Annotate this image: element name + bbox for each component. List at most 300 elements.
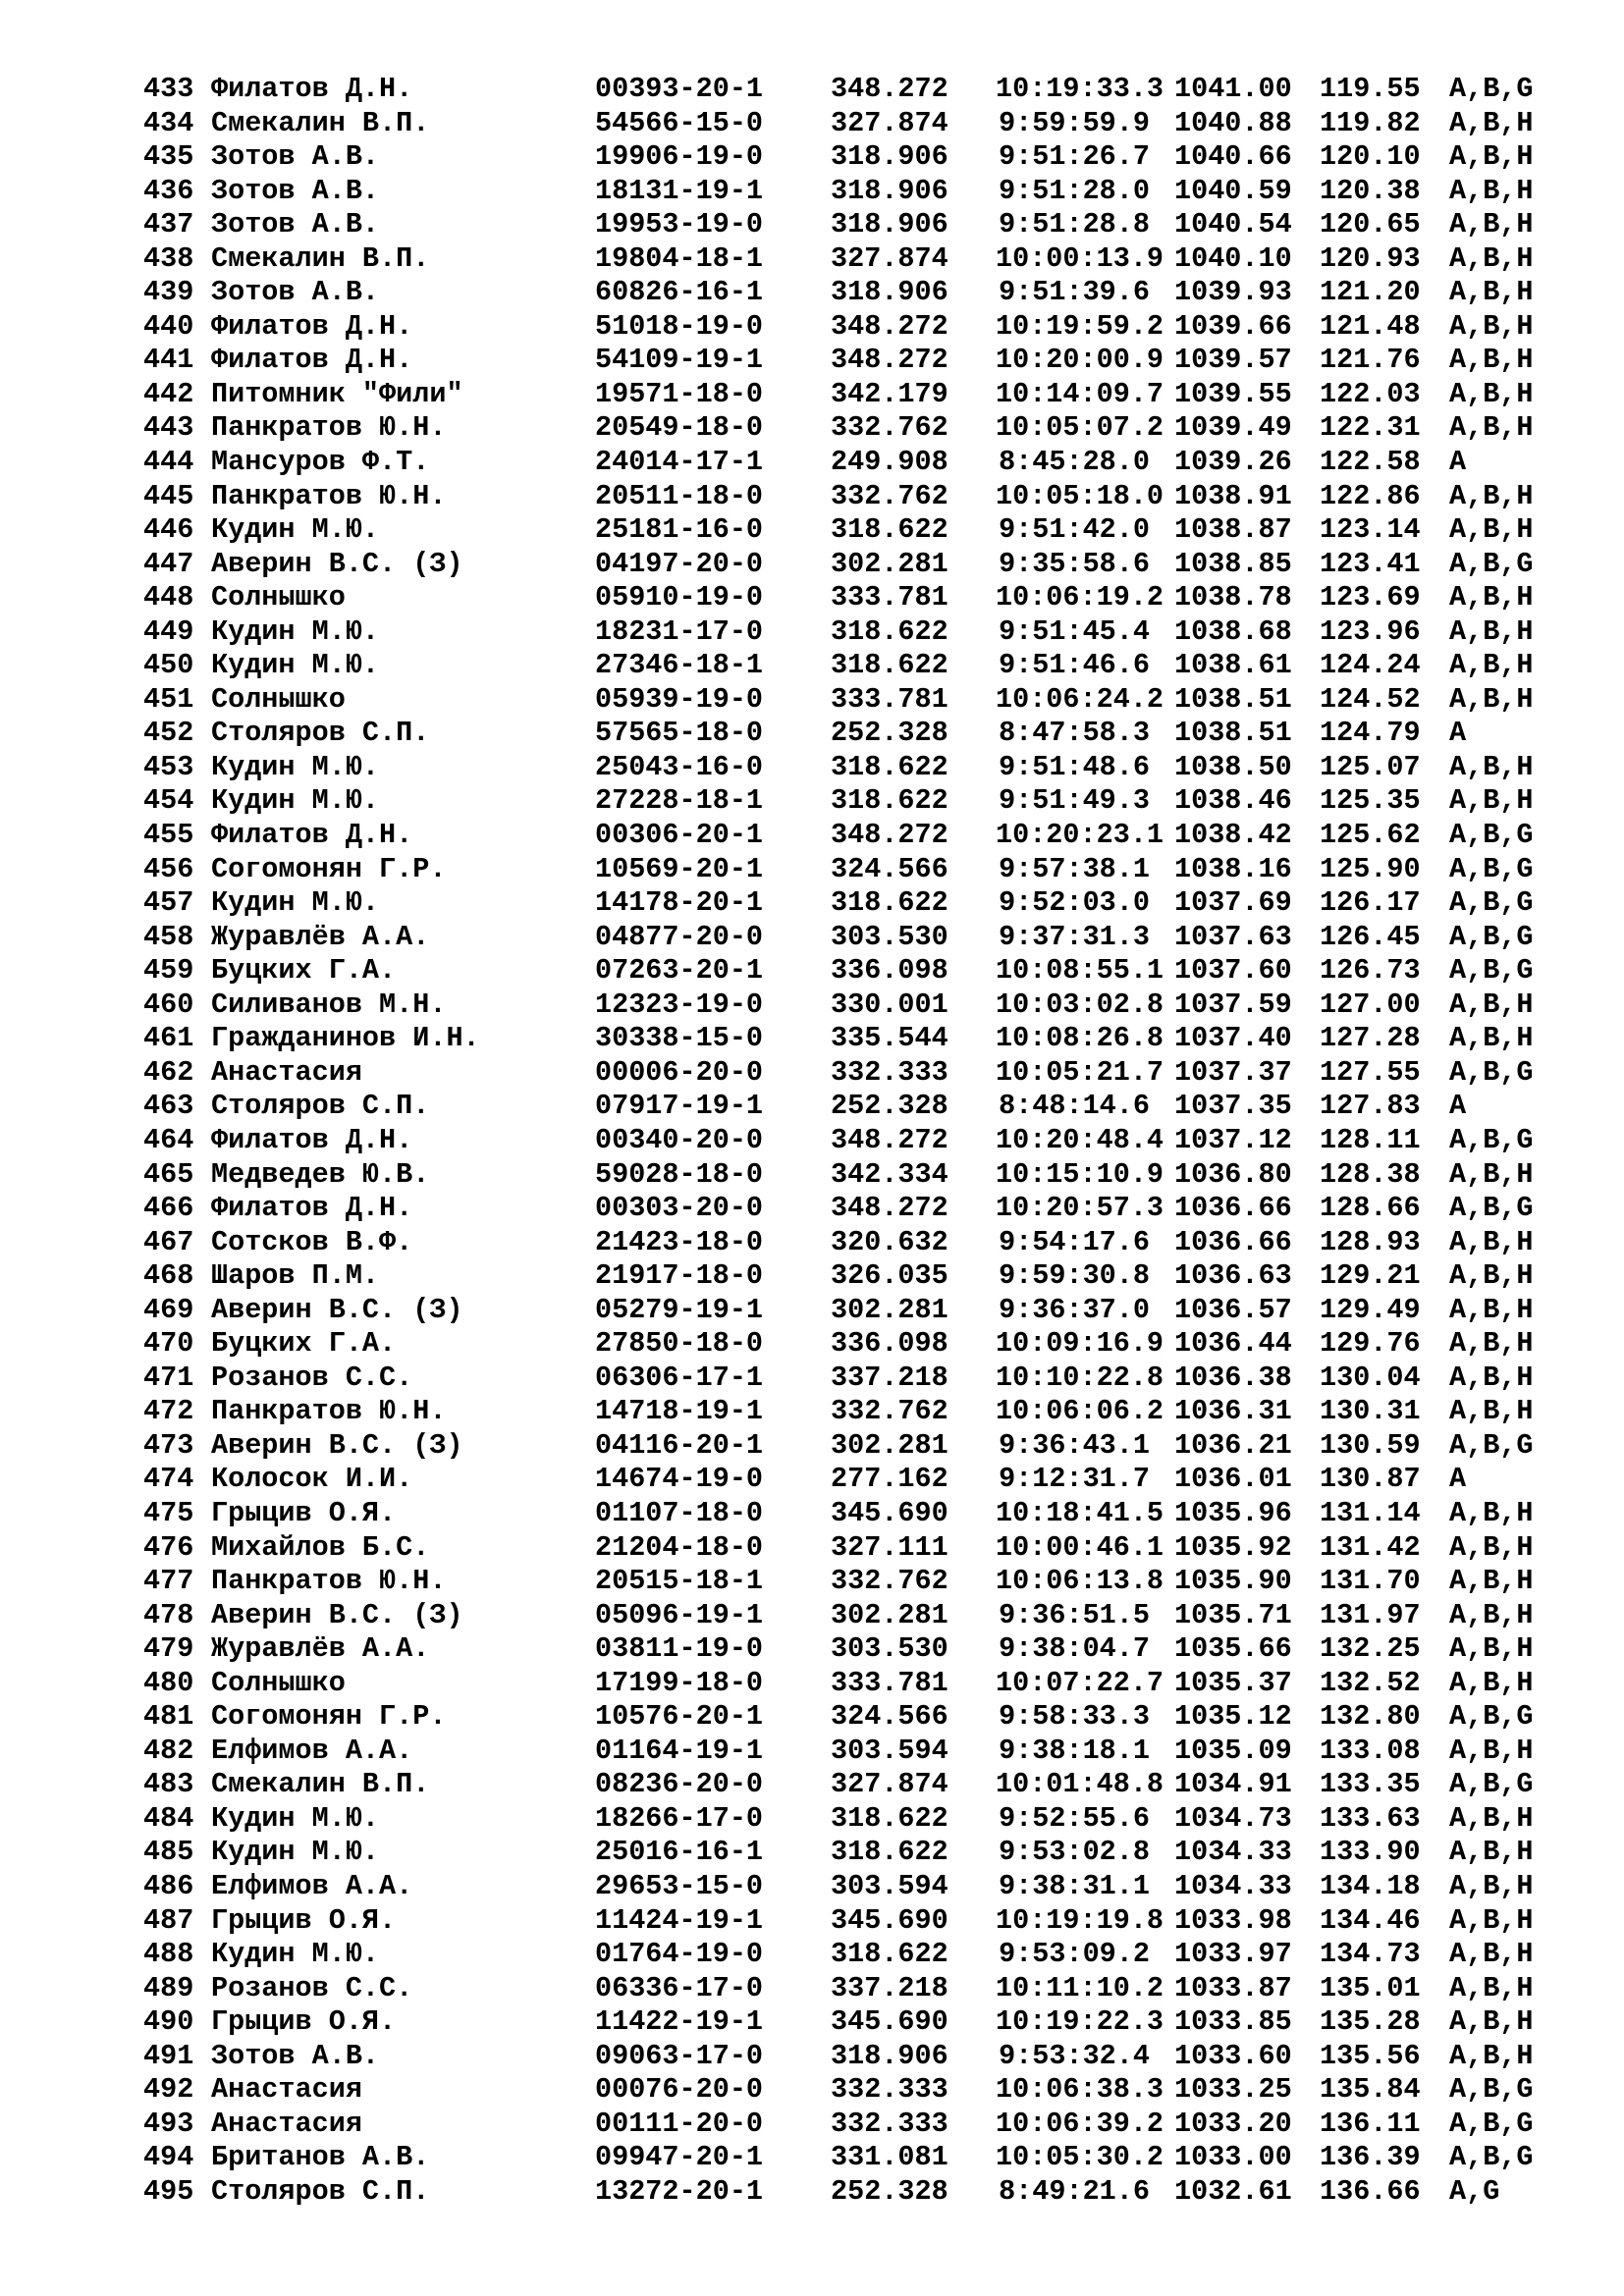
table-row (143, 1395, 1577, 1429)
points: 130.04 (1320, 1361, 1421, 1394)
speed: 1037.35 (1174, 1090, 1292, 1123)
arrival-time: 10:18:41.5 (996, 1496, 1164, 1529)
ring-number: 27346-18-1 (595, 649, 764, 682)
place-number: 447 (143, 547, 194, 580)
ring-number: 20515-18-1 (595, 1565, 764, 1598)
classes: A,G (1449, 2174, 1500, 2208)
place-number: 494 (143, 2141, 194, 2174)
fancier-name: Мансуров Ф.Т. (211, 446, 430, 479)
classes: A,B,H (1449, 614, 1534, 648)
points: 135.56 (1320, 2039, 1421, 2072)
speed: 1038.78 (1174, 581, 1292, 614)
points: 124.52 (1320, 682, 1421, 716)
arrival-time: 10:05:18.0 (996, 479, 1164, 512)
fancier-name: Панкратов Ю.Н. (211, 1395, 447, 1428)
place-number: 443 (143, 411, 194, 445)
arrival-time: 9:51:46.6 (999, 649, 1150, 682)
distance: 348.272 (831, 309, 948, 343)
fancier-name: Зотов А.В. (211, 174, 380, 207)
speed: 1040.66 (1174, 140, 1292, 174)
fancier-name: Аверин В.С. (З) (211, 1598, 463, 1631)
table-row (143, 1158, 1577, 1193)
fancier-name: Согомонян Г.Р. (211, 852, 447, 885)
points: 124.24 (1320, 649, 1421, 682)
place-number: 437 (143, 208, 194, 241)
place-number: 493 (143, 2107, 194, 2140)
points: 133.08 (1320, 1734, 1421, 1767)
table-row (143, 2141, 1577, 2175)
fancier-name: Анастасия (211, 2107, 362, 2140)
arrival-time: 10:11:10.2 (996, 1971, 1164, 2004)
points: 136.66 (1320, 2174, 1421, 2208)
points: 131.14 (1320, 1496, 1421, 1529)
distance: 332.762 (831, 1565, 948, 1598)
place-number: 466 (143, 1192, 194, 1225)
points: 128.11 (1320, 1123, 1421, 1156)
speed: 1033.20 (1174, 2107, 1292, 2140)
place-number: 495 (143, 2174, 194, 2208)
classes: A,B,H (1449, 1632, 1534, 1666)
place-number: 436 (143, 174, 194, 207)
classes: A,B,H (1449, 1971, 1534, 2004)
arrival-time: 10:06:39.2 (996, 2107, 1164, 2140)
points: 123.69 (1320, 581, 1421, 614)
table-row (143, 988, 1577, 1023)
speed: 1033.85 (1174, 2005, 1292, 2039)
points: 120.38 (1320, 174, 1421, 207)
distance: 333.781 (831, 682, 948, 716)
fancier-name: Кудин М.Ю. (211, 886, 380, 920)
table-row (143, 1768, 1577, 1802)
ring-number: 00393-20-1 (595, 73, 764, 105)
fancier-name: Буцких Г.А. (211, 1327, 397, 1361)
classes: A,B,G (1449, 1768, 1534, 1801)
speed: 1033.60 (1174, 2039, 1292, 2072)
arrival-time: 10:01:48.8 (996, 1768, 1164, 1801)
speed: 1037.37 (1174, 1055, 1292, 1089)
fancier-name: Журавлёв А.А. (211, 920, 430, 953)
table-row (143, 276, 1577, 310)
distance: 333.781 (831, 1666, 948, 1699)
place-number: 439 (143, 276, 194, 309)
arrival-time: 9:53:32.4 (999, 2039, 1150, 2072)
place-number: 490 (143, 2005, 194, 2039)
distance: 348.272 (831, 1192, 948, 1225)
distance: 302.281 (831, 1428, 948, 1462)
fancier-name: Кудин М.Ю. (211, 1938, 380, 1971)
distance: 318.622 (831, 649, 948, 682)
table-row (143, 1802, 1577, 1837)
classes: A,B,H (1449, 479, 1534, 512)
ring-number: 06306-17-1 (595, 1361, 764, 1394)
place-number: 492 (143, 2073, 194, 2107)
arrival-time: 9:59:30.8 (999, 1259, 1150, 1293)
classes: A,B,H (1449, 241, 1534, 275)
place-number: 435 (143, 140, 194, 174)
points: 135.28 (1320, 2005, 1421, 2039)
distance: 318.622 (831, 750, 948, 783)
fancier-name: Согомонян Г.Р. (211, 1700, 447, 1734)
points: 121.48 (1320, 309, 1421, 343)
ring-number: 00076-20-0 (595, 2073, 764, 2107)
arrival-time: 10:00:13.9 (996, 241, 1164, 275)
speed: 1037.69 (1174, 886, 1292, 920)
ring-number: 24014-17-1 (595, 446, 764, 479)
fancier-name: Колосок И.И. (211, 1463, 413, 1496)
speed: 1035.71 (1174, 1598, 1292, 1631)
table-row (143, 1090, 1577, 1124)
arrival-time: 9:51:39.6 (999, 276, 1150, 309)
speed: 1038.50 (1174, 750, 1292, 783)
distance: 252.328 (831, 2174, 948, 2208)
fancier-name: Кудин М.Ю. (211, 513, 380, 547)
table-row (143, 2073, 1577, 2108)
table-row (143, 853, 1577, 887)
points: 122.58 (1320, 446, 1421, 479)
ring-number: 27228-18-1 (595, 784, 764, 818)
ring-number: 25016-16-1 (595, 1836, 764, 1869)
speed: 1039.55 (1174, 377, 1292, 410)
ring-number: 11422-19-1 (595, 2005, 764, 2039)
classes: A,B,H (1449, 988, 1534, 1021)
points: 125.62 (1320, 819, 1421, 852)
arrival-time: 9:57:38.1 (999, 852, 1150, 885)
place-number: 445 (143, 479, 194, 512)
table-row (143, 1904, 1577, 1939)
points: 123.41 (1320, 547, 1421, 580)
speed: 1036.66 (1174, 1225, 1292, 1258)
arrival-time: 10:06:38.3 (996, 2073, 1164, 2107)
arrival-time: 10:05:07.2 (996, 411, 1164, 445)
points: 122.86 (1320, 479, 1421, 512)
table-row (143, 175, 1577, 209)
table-row (143, 1632, 1577, 1667)
place-number: 452 (143, 717, 194, 750)
distance: 302.281 (831, 547, 948, 580)
points: 121.20 (1320, 276, 1421, 309)
classes: A,B,H (1449, 1836, 1534, 1869)
table-row (143, 1362, 1577, 1396)
arrival-time: 10:05:30.2 (996, 2141, 1164, 2174)
arrival-time: 9:38:31.1 (999, 1869, 1150, 1902)
place-number: 482 (143, 1734, 194, 1767)
ring-number: 04116-20-1 (595, 1428, 764, 1462)
distance: 324.566 (831, 1700, 948, 1734)
points: 125.90 (1320, 852, 1421, 885)
arrival-time: 10:06:24.2 (996, 682, 1164, 716)
points: 125.35 (1320, 784, 1421, 818)
speed: 1040.59 (1174, 174, 1292, 207)
table-row (143, 140, 1577, 175)
points: 130.59 (1320, 1428, 1421, 1462)
place-number: 484 (143, 1801, 194, 1835)
points: 131.97 (1320, 1598, 1421, 1631)
points: 125.07 (1320, 750, 1421, 783)
table-row (143, 548, 1577, 582)
distance: 345.690 (831, 1496, 948, 1529)
place-number: 438 (143, 241, 194, 275)
distance: 318.622 (831, 784, 948, 818)
points: 127.00 (1320, 988, 1421, 1021)
ring-number: 01764-19-0 (595, 1938, 764, 1971)
points: 127.28 (1320, 1022, 1421, 1055)
table-row (143, 1497, 1577, 1531)
distance: 303.594 (831, 1869, 948, 1902)
ring-number: 08236-20-0 (595, 1768, 764, 1801)
table-row (143, 1700, 1577, 1735)
ring-number: 14674-19-0 (595, 1463, 764, 1496)
classes: A,B,G (1449, 1055, 1534, 1089)
classes: A,B,G (1449, 920, 1534, 953)
points: 133.90 (1320, 1836, 1421, 1869)
table-row (143, 1938, 1577, 1972)
fancier-name: Филатов Д.Н. (211, 309, 413, 343)
speed: 1039.93 (1174, 276, 1292, 309)
points: 120.10 (1320, 140, 1421, 174)
place-number: 470 (143, 1327, 194, 1361)
distance: 324.566 (831, 852, 948, 885)
table-row (143, 1836, 1577, 1870)
classes: A,B,H (1449, 1869, 1534, 1902)
classes: A,B,H (1449, 1938, 1534, 1971)
speed: 1038.85 (1174, 547, 1292, 580)
classes: A,B,G (1449, 547, 1534, 580)
distance: 318.906 (831, 174, 948, 207)
table-row (143, 411, 1577, 446)
fancier-name: Питомник "Фили" (211, 377, 463, 410)
speed: 1038.51 (1174, 682, 1292, 716)
points: 128.66 (1320, 1192, 1421, 1225)
distance: 326.035 (831, 1259, 948, 1293)
place-number: 442 (143, 377, 194, 410)
classes: A,B,H (1449, 1496, 1534, 1529)
fancier-name: Шаров П.М. (211, 1259, 380, 1293)
table-row (143, 1226, 1577, 1260)
place-number: 474 (143, 1463, 194, 1496)
ring-number: 25181-16-0 (595, 513, 764, 547)
fancier-name: Британов А.В. (211, 2141, 430, 2174)
ring-number: 59028-18-0 (595, 1157, 764, 1191)
place-number: 460 (143, 988, 194, 1021)
place-number: 480 (143, 1666, 194, 1699)
distance: 332.762 (831, 479, 948, 512)
classes: A,B,H (1449, 750, 1534, 783)
ring-number: 21204-18-0 (595, 1530, 764, 1564)
ring-number: 01164-19-1 (595, 1734, 764, 1767)
table-row (143, 751, 1577, 785)
classes: A,B,G (1449, 1192, 1534, 1225)
speed: 1038.61 (1174, 649, 1292, 682)
distance: 337.218 (831, 1971, 948, 2004)
arrival-time: 9:36:37.0 (999, 1293, 1150, 1326)
place-number: 469 (143, 1293, 194, 1326)
classes: A,B,H (1449, 649, 1534, 682)
place-number: 487 (143, 1903, 194, 1937)
speed: 1035.09 (1174, 1734, 1292, 1767)
arrival-time: 9:51:28.8 (999, 208, 1150, 241)
distance: 342.334 (831, 1157, 948, 1191)
speed: 1033.87 (1174, 1971, 1292, 2004)
ring-number: 06336-17-0 (595, 1971, 764, 2004)
points: 132.25 (1320, 1632, 1421, 1666)
classes: A,B,H (1449, 682, 1534, 716)
table-row (143, 1327, 1577, 1362)
ring-number: 54109-19-1 (595, 344, 764, 377)
points: 126.73 (1320, 954, 1421, 988)
points: 133.63 (1320, 1801, 1421, 1835)
table-row (143, 1463, 1577, 1497)
points: 124.79 (1320, 717, 1421, 750)
speed: 1040.88 (1174, 106, 1292, 139)
speed: 1037.60 (1174, 954, 1292, 988)
classes: A (1449, 446, 1467, 479)
place-number: 441 (143, 344, 194, 377)
arrival-time: 9:53:09.2 (999, 1938, 1150, 1971)
ring-number: 18131-19-1 (595, 174, 764, 207)
distance: 336.098 (831, 1327, 948, 1361)
points: 136.39 (1320, 2141, 1421, 2174)
ring-number: 19953-19-0 (595, 208, 764, 241)
place-number: 488 (143, 1938, 194, 1971)
points: 128.93 (1320, 1225, 1421, 1258)
distance: 318.622 (831, 1938, 948, 1971)
arrival-time: 10:15:10.9 (996, 1157, 1164, 1191)
points: 122.31 (1320, 411, 1421, 445)
arrival-time: 9:38:04.7 (999, 1632, 1150, 1666)
points: 129.76 (1320, 1327, 1421, 1361)
speed: 1035.92 (1174, 1530, 1292, 1564)
arrival-time: 10:20:23.1 (996, 819, 1164, 852)
place-number: 456 (143, 852, 194, 885)
distance: 342.179 (831, 377, 948, 410)
fancier-name: Анастасия (211, 2073, 362, 2107)
distance: 318.906 (831, 276, 948, 309)
speed: 1034.73 (1174, 1801, 1292, 1835)
ring-number: 21917-18-0 (595, 1259, 764, 1293)
table-row (143, 378, 1577, 412)
classes: A,B,H (1449, 784, 1534, 818)
table-row (143, 1667, 1577, 1701)
ring-number: 18231-17-0 (595, 614, 764, 648)
distance: 327.111 (831, 1530, 948, 1564)
ring-number: 54566-15-0 (595, 106, 764, 139)
classes: A,B,H (1449, 1903, 1534, 1937)
speed: 1036.66 (1174, 1192, 1292, 1225)
fancier-name: Буцких Г.А. (211, 954, 397, 988)
points: 120.65 (1320, 208, 1421, 241)
place-number: 453 (143, 750, 194, 783)
distance: 348.272 (831, 819, 948, 852)
ring-number: 07263-20-1 (595, 954, 764, 988)
place-number: 451 (143, 682, 194, 716)
place-number: 479 (143, 1632, 194, 1666)
distance: 332.333 (831, 2107, 948, 2140)
ring-number: 05910-19-0 (595, 581, 764, 614)
ring-number: 03811-19-0 (595, 1632, 764, 1666)
speed: 1036.21 (1174, 1428, 1292, 1462)
points: 126.17 (1320, 886, 1421, 920)
ring-number: 05939-19-0 (595, 682, 764, 716)
distance: 332.333 (831, 2073, 948, 2107)
ring-number: 04877-20-0 (595, 920, 764, 953)
speed: 1037.59 (1174, 988, 1292, 1021)
fancier-name: Филатов Д.Н. (211, 819, 413, 852)
classes: A,B,H (1449, 411, 1534, 445)
points: 120.93 (1320, 241, 1421, 275)
arrival-time: 9:52:03.0 (999, 886, 1150, 920)
table-row (143, 784, 1577, 819)
ring-number: 21423-18-0 (595, 1225, 764, 1258)
table-row (143, 581, 1577, 615)
speed: 1038.87 (1174, 513, 1292, 547)
distance: 302.281 (831, 1598, 948, 1631)
distance: 327.874 (831, 1768, 948, 1801)
classes: A,B,G (1449, 819, 1534, 852)
points: 133.35 (1320, 1768, 1421, 1801)
arrival-time: 10:19:33.3 (996, 73, 1164, 105)
classes: A,B,H (1449, 1327, 1534, 1361)
distance: 320.632 (831, 1225, 948, 1258)
place-number: 481 (143, 1700, 194, 1734)
distance: 302.281 (831, 1293, 948, 1326)
classes: A,B,H (1449, 1530, 1534, 1564)
speed: 1034.91 (1174, 1768, 1292, 1801)
place-number: 463 (143, 1090, 194, 1123)
table-row (143, 649, 1577, 683)
fancier-name: Кудин М.Ю. (211, 649, 380, 682)
classes: A,B,H (1449, 208, 1534, 241)
place-number: 462 (143, 1055, 194, 1089)
distance: 277.162 (831, 1463, 948, 1496)
table-row (143, 310, 1577, 345)
fancier-name: Розанов С.С. (211, 1971, 413, 2004)
table-row (143, 446, 1577, 480)
place-number: 465 (143, 1157, 194, 1191)
fancier-name: Зотов А.В. (211, 140, 380, 174)
fancier-name: Грыцив О.Я. (211, 2005, 397, 2039)
fancier-name: Филатов Д.Н. (211, 1123, 413, 1156)
fancier-name: Филатов Д.Н. (211, 1192, 413, 1225)
arrival-time: 10:08:55.1 (996, 954, 1164, 988)
place-number: 446 (143, 513, 194, 547)
points: 135.84 (1320, 2073, 1421, 2107)
arrival-time: 10:06:13.8 (996, 1565, 1164, 1598)
classes: A,B,H (1449, 2039, 1534, 2072)
place-number: 454 (143, 784, 194, 818)
ring-number: 00303-20-0 (595, 1192, 764, 1225)
table-row (143, 107, 1577, 141)
table-row (143, 2040, 1577, 2074)
speed: 1036.01 (1174, 1463, 1292, 1496)
place-number: 468 (143, 1259, 194, 1293)
ring-number: 19804-18-1 (595, 241, 764, 275)
fancier-name: Зотов А.В. (211, 2039, 380, 2072)
points: 131.42 (1320, 1530, 1421, 1564)
place-number: 464 (143, 1123, 194, 1156)
table-row (143, 2005, 1577, 2040)
ring-number: 20549-18-0 (595, 411, 764, 445)
speed: 1037.40 (1174, 1022, 1292, 1055)
points: 123.14 (1320, 513, 1421, 547)
place-number: 478 (143, 1598, 194, 1631)
fancier-name: Кудин М.Ю. (211, 750, 380, 783)
fancier-name: Аверин В.С. (З) (211, 1293, 463, 1326)
ring-number: 10569-20-1 (595, 852, 764, 885)
distance: 318.622 (831, 1836, 948, 1869)
fancier-name: Смекалин В.П. (211, 1768, 430, 1801)
distance: 345.690 (831, 2005, 948, 2039)
table-row (143, 1565, 1577, 1599)
